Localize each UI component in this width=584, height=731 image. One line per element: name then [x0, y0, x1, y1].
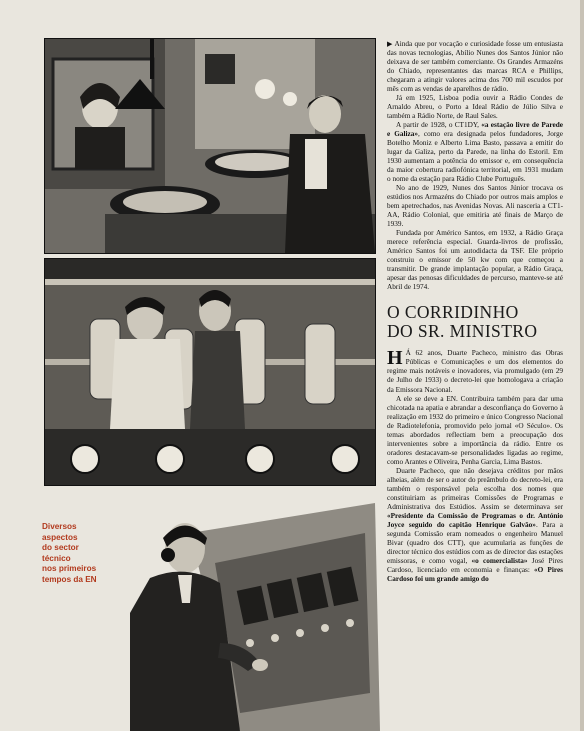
- caption-line: aspectos: [42, 532, 78, 542]
- paragraph-6: [387, 349, 563, 394]
- page-edge: [580, 0, 584, 731]
- paragraph-text: A partir de 1928, o CT1DY,: [396, 121, 482, 130]
- bold-quote: «Presidente da Comissão de Programas o dr. António Joyce seguido do capitão Henrique Galvão»: [387, 511, 563, 529]
- paragraph-5: Fundada por Américo Santos, em 1932, a Rádio Graça merece referência especial. Guarda-livros de profissão, Américo Santos foi um autodidacta da TSF. Ele próprio construiu o emissor de 50 kw com que começou a transmitir. De grande implantação popular, a Rádio Graça, apesar das penosas dificuldades de percurso, manteve-se até Abril de 1974.: [387, 229, 563, 292]
- photo-transmitter-valves: [44, 258, 376, 486]
- caption-line: técnico: [42, 553, 71, 563]
- paragraph-text: Ainda que por vocação e curiosidade fosse um entusiasta das novas tecnologias, Abílio Nunes dos Santos Júnior não deixava de ser também comerciante. Os Grandes Armazéns do Chiado, representantes das marcas RCA e Phillips, chegaram a atingir valores acima dos 700 mil escudos por mês com as vendas de aparelhos de rádio.: [387, 40, 563, 94]
- paragraph-text: Duarte Pacheco, que não desejava créditos por mãos alheias, além de ser o autor do preâmbulo do decreto-lei, era também o responsável pela escolha dos nomes que constituiriam as primeiras Comissões de Programas e Administrativa dos Estúdios. Assim se determinava ser: [387, 466, 563, 511]
- paragraph-3: [387, 121, 563, 184]
- caption-line: Diversos: [42, 522, 77, 531]
- paragraph-8: [387, 467, 563, 584]
- triangle-marker-icon: ▶: [387, 40, 393, 48]
- caption-line: tempos da EN: [42, 574, 97, 584]
- paragraph-2: Já em 1925, Lisboa podia ouvir a Rádio Condes de Arnaldo Abreu, o Porto a Ideal Rádio de Júlio Silva e também a Rádio Norte, de Raul Sales.: [387, 94, 563, 121]
- paragraph-text: José Pires Cardoso, licenciado em economia e finanças:: [387, 556, 563, 574]
- caption-line: nos primeiros: [42, 564, 97, 573]
- section-heading: [387, 303, 563, 341]
- paragraph-7: A ele se deve a EN. Contribuira também para dar uma chicotada na apatia e abrandar a desconfiança do Governo à realização em 1932 do primeiro e único Congresso Nacional de Radiotelefonia, promovido pelo jornal «O Século». Os temas abordados reflectiam bem a preocupação dos intervenientes sobre a importância da rádio. Entre os oradores destacavam-se personalidades ligadas ao regime, como Arantes e Oliveira, Penha Garcia, Lima Bastos.: [387, 394, 563, 466]
- bold-quote: «o comercialista»: [471, 556, 528, 565]
- paragraph-1: [387, 40, 563, 94]
- article-column: [387, 40, 563, 584]
- paragraph-text: , como era designada pelos fundadores, Jorge Botelho Moniz e Alberto Lima Basto, passava a emitir do lugar da Galiza, perto da Parede, na linha do Estoril. Em 1930 aumentam a potência do emissor e, em consequência da maior cobertura radiofónica territorial, em 1931 mudam o nome da estação para Rádio Clube Português.: [387, 130, 563, 184]
- paragraph-text: . Para a segunda Comissão eram nomeados o engenheiro Manuel Bivar (quadro dos CTT), que acumularia as funções de director técnico dos estúdios com as de director das estações emissoras, e como vogal,: [387, 520, 563, 565]
- bold-quote: «a estação livre de Parede e Galiza»: [387, 121, 563, 139]
- photo-operator-console: [130, 493, 380, 731]
- bold-quote: «O Pires Cardoso foi um grande amigo do: [387, 565, 563, 583]
- caption-line: do sector: [42, 543, 79, 552]
- photo-caption: [42, 522, 112, 585]
- heading-line: DO SR. MINISTRO: [387, 321, 538, 342]
- paragraph-4: No ano de 1929, Nunes dos Santos Júnior trocava os estúdios nos Armazéns do Chiado por outros mais amplos e bem apetrechados, nas Avenidas Novas. Ali nasceria a CT1-AA, Rádio Colonial, que emitiria até finais de Março de 1939.: [387, 184, 563, 229]
- paragraph-text: Á 62 anos, Duarte Pacheco, ministro das Obras Públicas e Comunicações e um dos elementos do regime mais notáveis e inovadores, via promulgado (em 29 de Julho de 1933) o decreto-lei que homologava a criação da Emissora Nacional.: [387, 349, 563, 394]
- heading-line: O CORRIDINHO: [387, 302, 519, 323]
- photo-radio-studio: [44, 38, 376, 254]
- drop-cap: H: [387, 347, 403, 370]
